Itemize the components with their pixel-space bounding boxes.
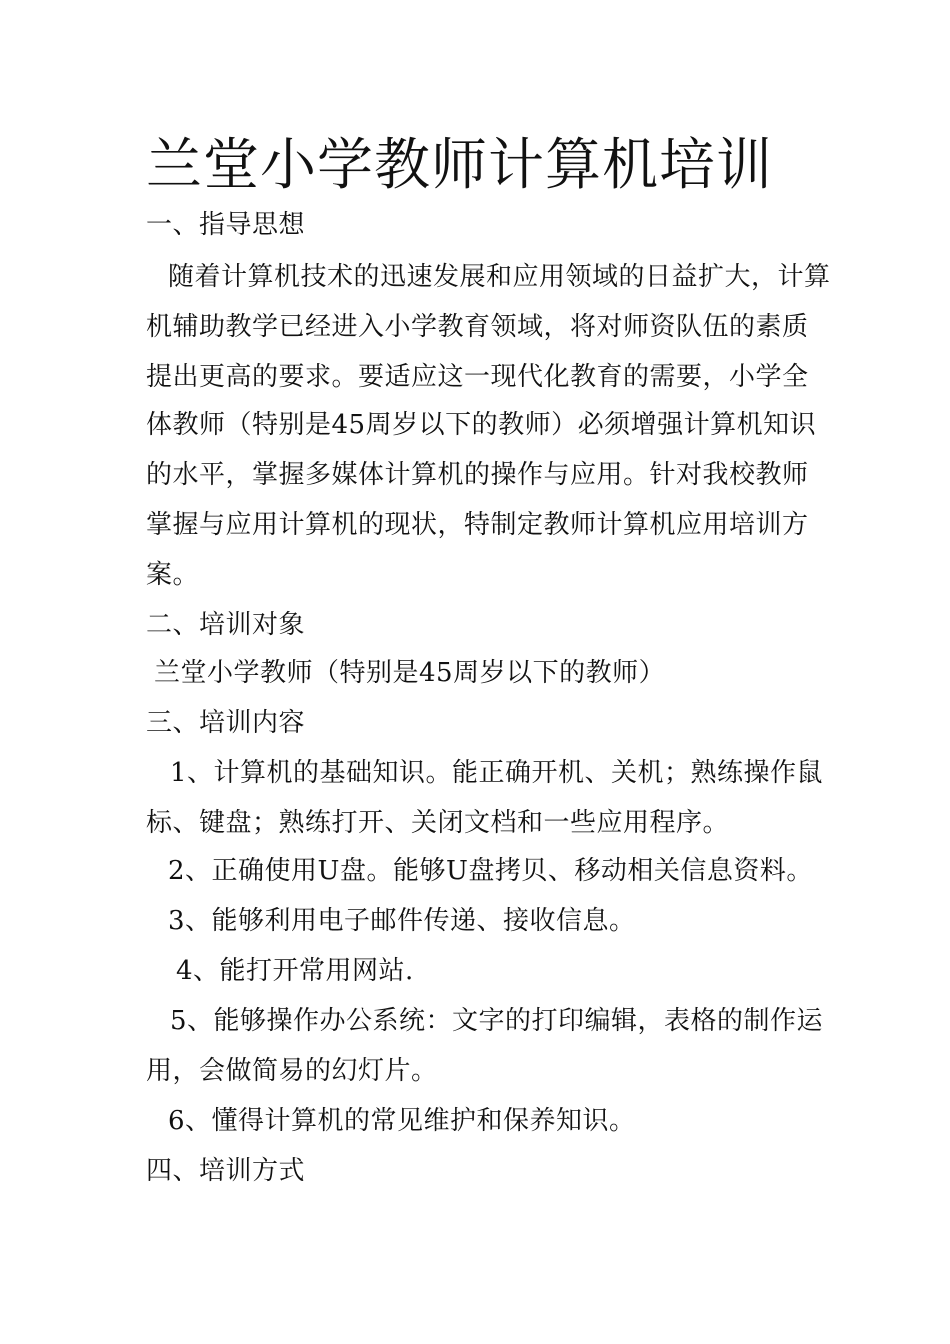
paragraph-line: 的水平，掌握多媒体计算机的操作与应用。针对我校教师 — [146, 460, 809, 490]
training-target-text: 兰堂小学教师（特别是45周岁以下的教师） — [154, 658, 666, 688]
list-item: 1、计算机的基础知识。能正确开机、关机；熟练操作鼠 — [170, 758, 824, 788]
paragraph-line: 提出更高的要求。要适应这一现代化教育的需要，小学全 — [146, 362, 809, 392]
list-item: 5、能够操作办公系统：文字的打印编辑，表格的制作运 — [170, 1006, 824, 1036]
paragraph-line: 案。 — [146, 560, 200, 590]
paragraph-line: 体教师（特别是45周岁以下的教师）必须增强计算机知识 — [146, 410, 817, 440]
section-heading-training-target: 二、培训对象 — [146, 610, 306, 640]
paragraph-line: 掌握与应用计算机的现状，特制定教师计算机应用培训方 — [146, 510, 809, 540]
list-item: 标、键盘；熟练打开、关闭文档和一些应用程序。 — [146, 808, 730, 838]
document-title: 兰堂小学教师计算机培训 — [146, 133, 773, 198]
list-item: 2、正确使用U盘。能够U盘拷贝、移动相关信息资料。 — [168, 856, 813, 886]
section-heading-training-content: 三、培训内容 — [146, 708, 306, 738]
paragraph-line: 随着计算机技术的迅速发展和应用领域的日益扩大，计算 — [168, 262, 831, 292]
list-item: 6、懂得计算机的常见维护和保养知识。 — [168, 1106, 636, 1136]
section-heading-guiding-ideology: 一、指导思想 — [146, 210, 306, 240]
list-item: 4、能打开常用网站. — [176, 956, 414, 986]
list-item: 3、能够利用电子邮件传递、接收信息。 — [168, 906, 636, 936]
paragraph-line: 机辅助教学已经进入小学教育领域，将对师资队伍的素质 — [146, 312, 809, 342]
list-item: 用，会做简易的幻灯片。 — [146, 1056, 438, 1086]
section-heading-training-method: 四、培训方式 — [146, 1156, 306, 1186]
